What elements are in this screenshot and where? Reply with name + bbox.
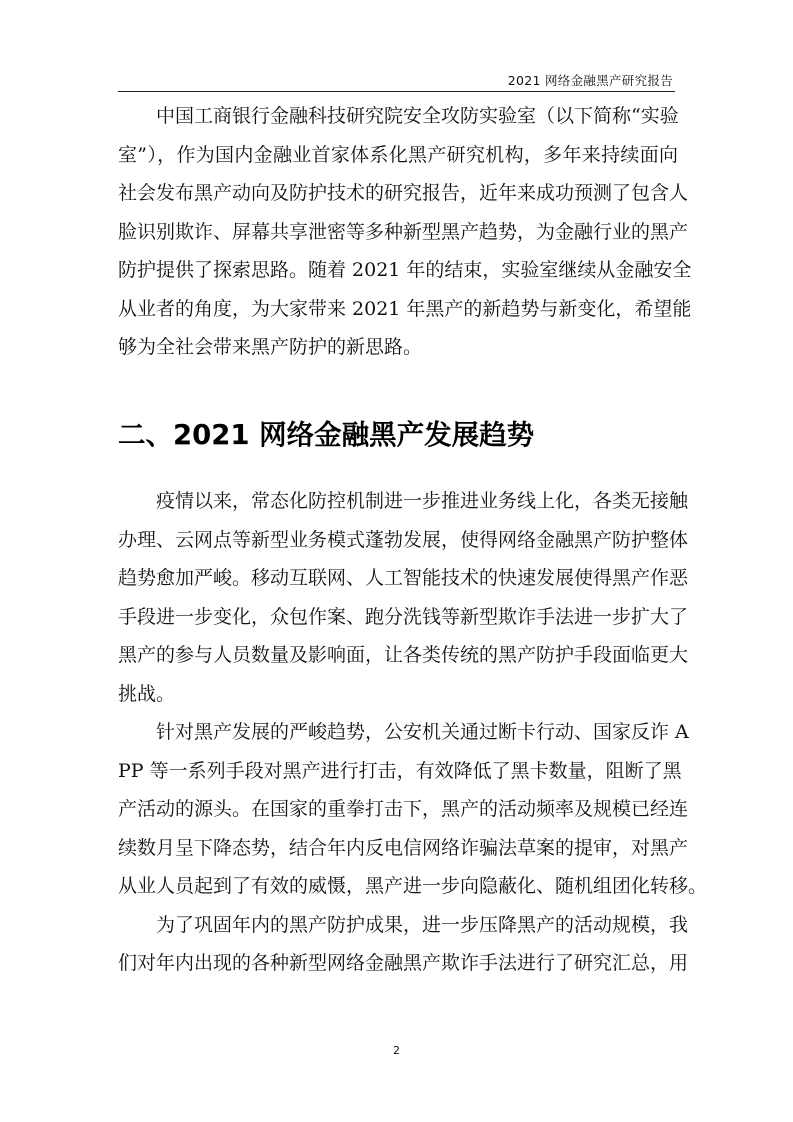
paragraph-3 [118, 906, 689, 983]
paragraph-line: 从业人员起到了有效的威慑，黑产进一步向隐蔽化、随机组团化转移。 [118, 875, 708, 897]
paragraph-line: 从业者的角度，为大家带来 2021 年黑产的新趋势与新变化，希望能 [118, 297, 692, 320]
paragraph-line: 续数月呈下降态势，结合年内反电信网络诈骗法草案的提审，对黑产 [118, 836, 689, 859]
paragraph-2 [118, 713, 708, 906]
section-heading: 二、2021 网络金融黑产发展趋势 [118, 419, 535, 451]
paragraph-line: 产活动的源头。在国家的重拳打击下，黑产的活动频率及规模已经连 [118, 798, 689, 820]
paragraph-line: 办理、云网点等新型业务模式蓬勃发展，使得网络金融黑产防护整体 [118, 528, 689, 551]
page-header [118, 68, 675, 92]
paragraph-line: 中国工商银行金融科技研究院安全攻防实验室（以下简称“实验 [156, 105, 679, 127]
paragraph-line: PP 等一系列手段对黑产进行打击，有效降低了黑卡数量，阻断了黑 [118, 759, 682, 782]
paragraph-1 [118, 482, 689, 713]
paragraph-line: 挑战。 [118, 682, 176, 705]
paragraph-line: 防护提供了探索思路。随着 2021 年的结束，实验室继续从金融安全 [118, 259, 692, 281]
paragraph-line: 们对年内出现的各种新型网络金融黑产欺诈手法进行了研究汇总，用 [118, 952, 689, 974]
intro-paragraph [118, 97, 692, 367]
paragraph-line: 黑产的参与人员数量及影响面，让各类传统的黑产防护手段面临更大 [118, 644, 689, 666]
section-body [118, 482, 708, 983]
paragraph-line: 室”），作为国内金融业首家体系化黑产研究机构，多年来持续面向 [118, 143, 678, 166]
paragraph-line: 针对黑产发展的严峻趋势，公安机关通过断卡行动、国家反诈 A [156, 721, 689, 743]
paragraph-line: 为了巩固年内的黑产防护成果，进一步压降黑产的活动规模，我 [156, 913, 689, 936]
paragraph-line: 趋势愈加严峻。移动互联网、人工智能技术的快速发展使得黑产作恶 [118, 567, 689, 589]
paragraph-line: 够为全社会带来黑产防护的新思路。 [118, 336, 423, 358]
page-number: 2 [393, 1044, 400, 1057]
paragraph-line: 手段进一步变化，众包作案、跑分洗钱等新型欺诈手法进一步扩大了 [118, 605, 689, 628]
paragraph-line: 疫情以来，常态化防控机制进一步推进业务线上化，各类无接触 [156, 490, 689, 512]
paragraph-line: 社会发布黑产动向及防护技术的研究报告，近年来成功预测了包含人 [118, 182, 689, 204]
header-title: 2021 网络金融黑产研究报告 [507, 73, 673, 88]
paragraph-line: 脸识别欺诈、屏幕共享泄密等多种新型黑产趋势，为金融行业的黑产 [118, 220, 689, 243]
